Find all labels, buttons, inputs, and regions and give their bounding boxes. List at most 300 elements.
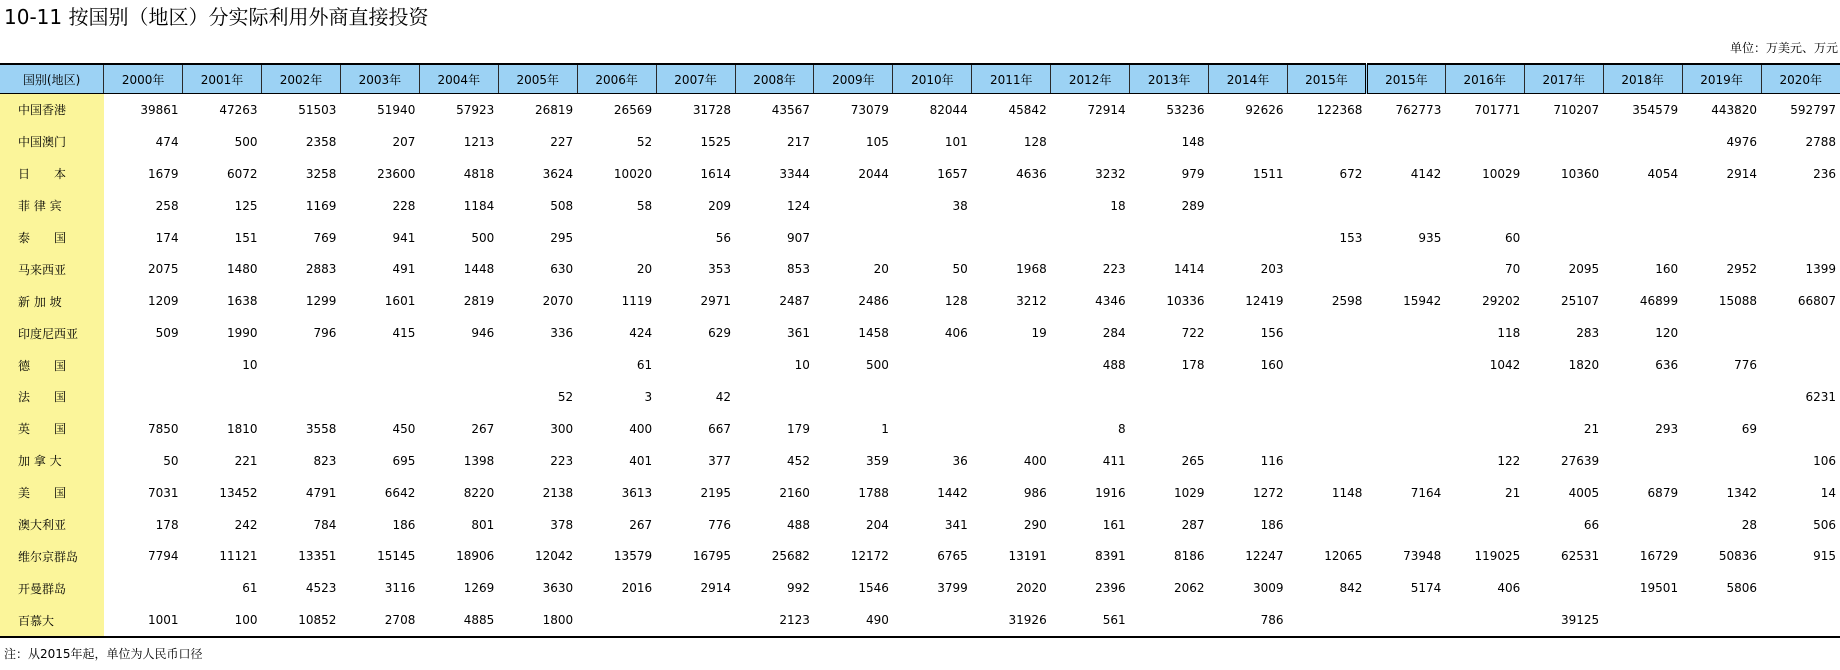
table-cell: 66807 <box>1797 294 1836 309</box>
table-cell <box>1761 190 1840 222</box>
table-row <box>0 604 1840 637</box>
column-header-year: 2002年 <box>262 64 341 94</box>
table-cell <box>814 381 893 413</box>
table-cell <box>1445 126 1524 158</box>
table-cell: 1916 <box>1095 485 1126 500</box>
table-cell: 336 <box>550 326 574 341</box>
table-cell: 72914 <box>1087 102 1126 117</box>
table-cell <box>1682 222 1761 254</box>
table-cell: 18 <box>1110 198 1126 213</box>
table-cell <box>262 381 341 413</box>
table-row <box>0 253 1840 285</box>
table-cell: 2016 <box>621 581 653 596</box>
table-cell <box>577 222 656 254</box>
table-cell: 452 <box>787 453 810 468</box>
table-cell <box>1445 190 1524 222</box>
column-header-year: 2012年 <box>1051 64 1130 94</box>
table-cell: 21 <box>1504 485 1521 500</box>
table-cell: 4636 <box>1016 166 1047 181</box>
table-cell: 636 <box>1655 358 1679 373</box>
table-cell: 148 <box>1181 134 1205 149</box>
column-header-year: 2008年 <box>735 64 814 94</box>
table-cell <box>1524 190 1603 222</box>
table-cell: 823 <box>313 453 337 468</box>
table-cell: 401 <box>629 453 653 468</box>
table-cell: 289 <box>1181 198 1205 213</box>
table-cell: 174 <box>155 230 179 245</box>
table-cell: 3232 <box>1095 166 1126 181</box>
table-cell: 283 <box>1576 326 1600 341</box>
table-cell: 500 <box>865 358 889 373</box>
table-cell: 3613 <box>621 485 653 500</box>
table-cell <box>262 349 341 381</box>
table-cell <box>972 190 1051 222</box>
table-cell <box>1051 381 1130 413</box>
table-cell: 151 <box>234 230 258 245</box>
table-cell: 51503 <box>298 102 337 117</box>
table-cell: 118 <box>1497 326 1521 341</box>
table-cell: 3344 <box>779 166 810 181</box>
table-cell <box>1524 222 1603 254</box>
table-cell: 128 <box>1023 134 1047 149</box>
table-cell <box>1682 190 1761 222</box>
table-cell: 1269 <box>463 581 495 596</box>
table-cell <box>1603 190 1682 222</box>
table-cell: 1414 <box>1174 262 1205 277</box>
table-cell: 50836 <box>1718 549 1758 564</box>
column-header-year: 2013年 <box>1130 64 1209 94</box>
table-cell <box>1603 222 1682 254</box>
table-cell: 488 <box>1102 358 1126 373</box>
table-cell: 2914 <box>1726 166 1758 181</box>
table-cell: 10 <box>242 358 258 373</box>
table-cell: 695 <box>392 453 416 468</box>
table-cell <box>1366 445 1445 477</box>
table-cell: 6765 <box>937 549 968 564</box>
table-cell: 124 <box>787 198 810 213</box>
table-cell <box>972 381 1051 413</box>
table-cell: 561 <box>1051 604 1130 637</box>
table-cell: 377 <box>708 453 732 468</box>
table-cell <box>340 349 419 381</box>
table-cell: 6231 <box>1805 389 1836 404</box>
table-cell: 722 <box>1181 326 1205 341</box>
table-cell: 4976 <box>1726 134 1758 149</box>
table-cell <box>1209 222 1288 254</box>
table-cell: 786 <box>1209 604 1288 637</box>
table-cell: 293 <box>1655 421 1679 436</box>
table-cell: 178 <box>155 517 179 532</box>
table-cell: 13191 <box>1008 549 1047 564</box>
table-cell: 14 <box>1820 485 1836 500</box>
table-cell <box>1445 381 1524 413</box>
table-cell <box>1366 509 1445 541</box>
table-cell: 769 <box>313 230 337 245</box>
table-cell <box>104 349 183 381</box>
table-cell <box>1366 190 1445 222</box>
table-row <box>0 126 1840 158</box>
row-label: 中国香港 <box>0 94 104 126</box>
table-cell: 31728 <box>692 102 732 117</box>
table-cell: 120 <box>1655 326 1679 341</box>
table-cell: 8220 <box>463 485 495 500</box>
table-row <box>0 190 1840 222</box>
table-cell: 509 <box>155 326 179 341</box>
table-cell: 128 <box>944 294 968 309</box>
table-cell: 1614 <box>700 166 732 181</box>
table-cell <box>1761 317 1840 349</box>
table-cell: 2914 <box>700 581 732 596</box>
table-cell: 4885 <box>419 604 498 637</box>
table-cell: 178 <box>1181 358 1205 373</box>
row-label: 百慕大 <box>0 604 104 637</box>
table-cell: 15088 <box>1718 294 1758 309</box>
table-cell: 29202 <box>1482 294 1521 309</box>
table-cell: 946 <box>471 326 495 341</box>
table-cell: 19 <box>1031 326 1047 341</box>
table-cell: 3116 <box>384 581 416 596</box>
table-cell: 223 <box>550 453 574 468</box>
table-cell: 6879 <box>1647 485 1679 500</box>
table-cell <box>1287 190 1366 222</box>
table-cell: 10852 <box>262 604 341 637</box>
table-cell <box>1366 604 1445 637</box>
table-cell: 161 <box>1102 517 1126 532</box>
table-row <box>0 413 1840 445</box>
table-row <box>0 540 1840 572</box>
table-cell: 1968 <box>1016 262 1047 277</box>
table-cell: 228 <box>392 198 416 213</box>
table-cell: 27639 <box>1560 453 1600 468</box>
table-cell: 506 <box>1813 517 1836 532</box>
table-cell <box>1209 126 1288 158</box>
table-cell <box>1287 381 1366 413</box>
table-cell: 179 <box>787 421 810 436</box>
unit-label: 单位：万美元、万元 <box>1729 41 1838 55</box>
table-cell: 1638 <box>226 294 258 309</box>
table-cell: 1800 <box>498 604 577 637</box>
table-cell: 629 <box>708 326 732 341</box>
table-cell: 46899 <box>1639 294 1679 309</box>
table-cell <box>1445 604 1524 637</box>
table-cell: 50 <box>163 453 179 468</box>
table-cell: 153 <box>1339 230 1363 245</box>
table-cell: 203 <box>1260 262 1284 277</box>
table-cell: 28 <box>1741 517 1758 532</box>
table-cell: 406 <box>1497 581 1521 596</box>
table-cell: 3630 <box>542 581 574 596</box>
table-cell: 2883 <box>305 262 337 277</box>
table-cell: 2952 <box>1726 262 1758 277</box>
table-cell <box>1366 126 1445 158</box>
table-cell: 101 <box>944 134 968 149</box>
table-cell: 3 <box>644 389 653 404</box>
table-cell: 73948 <box>1403 549 1442 564</box>
table-cell: 4818 <box>463 166 495 181</box>
table-cell: 979 <box>1181 166 1205 181</box>
table-cell: 66 <box>1583 517 1600 532</box>
table-cell <box>656 349 735 381</box>
column-header-year: 2000年 <box>104 64 183 94</box>
table-cell: 160 <box>1655 262 1679 277</box>
table-cell: 2044 <box>858 166 889 181</box>
table-cell: 61 <box>636 358 653 373</box>
table-cell: 3799 <box>937 581 968 596</box>
row-label: 马来西亚 <box>0 253 104 285</box>
table-cell <box>1366 317 1445 349</box>
table-cell: 842 <box>1339 581 1363 596</box>
table-cell: 106 <box>1813 453 1836 468</box>
table-cell <box>1130 222 1209 254</box>
table-cell <box>1287 349 1366 381</box>
table-cell: 2070 <box>542 294 574 309</box>
table-cell <box>1051 222 1130 254</box>
table-cell <box>498 349 577 381</box>
row-label: 加 拿 大 <box>0 445 104 477</box>
table-cell: 361 <box>787 326 810 341</box>
table-cell <box>1209 381 1288 413</box>
column-header-year: 2005年 <box>498 64 577 94</box>
table-cell: 221 <box>234 453 258 468</box>
table-cell: 42 <box>715 389 732 404</box>
table-row <box>0 572 1840 604</box>
table-cell: 15942 <box>1403 294 1442 309</box>
table-cell: 801 <box>471 517 495 532</box>
table-cell: 11121 <box>219 549 258 564</box>
table-cell: 265 <box>1181 453 1205 468</box>
table-cell: 672 <box>1339 166 1363 181</box>
table-cell: 61 <box>242 581 258 596</box>
table-cell <box>1682 445 1761 477</box>
column-header-year: 2018年 <box>1603 64 1682 94</box>
table-cell: 25682 <box>771 549 810 564</box>
table-cell: 1399 <box>1805 262 1836 277</box>
table-cell: 500 <box>471 230 495 245</box>
table-cell: 267 <box>629 517 653 532</box>
table-row <box>0 285 1840 317</box>
table-cell: 4791 <box>305 485 337 500</box>
table-cell: 56 <box>715 230 732 245</box>
table-cell: 354579 <box>1632 102 1679 117</box>
table-cell: 43567 <box>771 102 810 117</box>
table-cell: 2598 <box>1331 294 1363 309</box>
table-cell: 186 <box>392 517 416 532</box>
table-cell <box>1287 509 1366 541</box>
table-cell: 8391 <box>1095 549 1126 564</box>
table-cell: 50 <box>952 262 968 277</box>
table-cell: 7794 <box>148 549 179 564</box>
row-label: 德 国 <box>0 349 104 381</box>
table-cell <box>972 222 1051 254</box>
table-cell: 39861 <box>140 102 179 117</box>
table-cell: 1029 <box>1174 485 1205 500</box>
table-cell <box>1761 349 1840 381</box>
table-cell: 10020 <box>613 166 653 181</box>
table-cell: 411 <box>1102 453 1126 468</box>
table-cell: 491 <box>392 262 416 277</box>
table-cell <box>1761 604 1840 637</box>
table-cell: 1448 <box>463 262 495 277</box>
table-cell: 1001 <box>104 604 183 637</box>
table-cell: 156 <box>1260 326 1284 341</box>
table-cell: 2358 <box>305 134 337 149</box>
column-header-year: 2010年 <box>893 64 972 94</box>
table-cell: 474 <box>155 134 179 149</box>
table-cell: 73079 <box>850 102 889 117</box>
table-cell: 300 <box>550 421 574 436</box>
table-cell: 57923 <box>456 102 495 117</box>
table-cell: 2971 <box>700 294 732 309</box>
table-cell: 378 <box>550 517 574 532</box>
table-cell <box>1682 604 1761 637</box>
column-header-year: 2009年 <box>814 64 893 94</box>
table-cell: 125 <box>234 198 258 213</box>
table-cell: 1272 <box>1252 485 1284 500</box>
table-cell: 992 <box>787 581 810 596</box>
table-cell: 1 <box>881 421 889 436</box>
table-cell <box>814 222 893 254</box>
table-cell: 508 <box>550 198 574 213</box>
table-cell: 6072 <box>226 166 258 181</box>
column-header-year: 2001年 <box>183 64 262 94</box>
table-cell: 45842 <box>1008 102 1047 117</box>
table-cell: 6642 <box>384 485 416 500</box>
table-cell: 12065 <box>1324 549 1363 564</box>
table-cell: 290 <box>1023 517 1047 532</box>
table-cell: 2396 <box>1095 581 1126 596</box>
table-cell: 630 <box>550 262 574 277</box>
table-cell: 2160 <box>779 485 810 500</box>
table-cell: 204 <box>865 517 889 532</box>
table-cell <box>1287 445 1366 477</box>
table-cell: 1601 <box>384 294 416 309</box>
table-cell: 122 <box>1497 453 1521 468</box>
table-cell: 353 <box>708 262 732 277</box>
table-cell: 284 <box>1102 326 1126 341</box>
table-cell: 1184 <box>463 198 495 213</box>
table-cell: 13452 <box>219 485 258 500</box>
table-cell: 4346 <box>1095 294 1126 309</box>
table-cell <box>577 604 656 637</box>
table-cell: 60 <box>1504 230 1521 245</box>
table-row <box>0 349 1840 381</box>
table-cell: 16729 <box>1639 549 1679 564</box>
table-cell: 4523 <box>305 581 337 596</box>
table-cell: 3624 <box>542 166 574 181</box>
table-cell <box>1051 126 1130 158</box>
table-cell: 853 <box>787 262 810 277</box>
table-cell: 1299 <box>305 294 337 309</box>
table-cell: 13579 <box>613 549 653 564</box>
table-cell: 160 <box>1260 358 1284 373</box>
table-cell: 7850 <box>148 421 179 436</box>
table-cell: 710207 <box>1553 102 1600 117</box>
table-cell <box>893 349 972 381</box>
table-cell: 424 <box>629 326 653 341</box>
table-cell: 8186 <box>1174 549 1205 564</box>
column-header-year: 2017年 <box>1524 64 1603 94</box>
table-cell <box>814 190 893 222</box>
table-cell <box>104 572 183 604</box>
table-cell <box>1524 126 1603 158</box>
footnote: 注：从2015年起，单位为人民币口径 <box>4 647 203 661</box>
table-cell: 92626 <box>1245 102 1284 117</box>
table-cell: 443820 <box>1711 102 1758 117</box>
table-cell <box>1761 413 1840 445</box>
table-cell: 13351 <box>298 549 337 564</box>
row-label: 中国澳门 <box>0 126 104 158</box>
table-cell: 1342 <box>1726 485 1758 500</box>
table-cell: 1169 <box>305 198 337 213</box>
table-cell: 23600 <box>377 166 416 181</box>
table-row <box>0 222 1840 254</box>
table-cell: 1458 <box>858 326 889 341</box>
table-cell <box>1603 604 1682 637</box>
table-cell: 207 <box>392 134 416 149</box>
table-cell: 25107 <box>1560 294 1600 309</box>
table-cell <box>1287 413 1366 445</box>
table-cell <box>1209 190 1288 222</box>
table-cell: 242 <box>234 517 258 532</box>
table-cell: 21 <box>1583 421 1600 436</box>
table-cell: 295 <box>550 230 574 245</box>
table-cell <box>1366 381 1445 413</box>
row-label: 法 国 <box>0 381 104 413</box>
column-header-year: 2019年 <box>1682 64 1761 94</box>
table-cell: 1820 <box>1568 358 1600 373</box>
table-cell: 4142 <box>1410 166 1442 181</box>
table-cell <box>1761 572 1840 604</box>
table-cell: 406 <box>944 326 968 341</box>
table-cell: 8 <box>1118 421 1126 436</box>
table-cell <box>1603 126 1682 158</box>
table-cell <box>1287 126 1366 158</box>
table-cell <box>1524 381 1603 413</box>
table-cell: 1480 <box>226 262 258 277</box>
table-cell <box>735 381 814 413</box>
table-cell: 69 <box>1741 421 1758 436</box>
table-cell: 1511 <box>1252 166 1284 181</box>
table-cell: 776 <box>708 517 732 532</box>
table-row <box>0 477 1840 509</box>
table-cell: 2788 <box>1805 134 1836 149</box>
table-cell: 10029 <box>1482 166 1521 181</box>
table-cell: 1398 <box>463 453 495 468</box>
table-cell: 784 <box>313 517 337 532</box>
row-label: 新 加 坡 <box>0 285 104 317</box>
table-cell: 986 <box>1023 485 1047 500</box>
table-cell: 3558 <box>305 421 337 436</box>
table-cell: 36 <box>952 453 968 468</box>
table-cell: 4005 <box>1568 485 1600 500</box>
table-cell <box>1603 445 1682 477</box>
table-cell <box>419 381 498 413</box>
table-cell: 2138 <box>542 485 574 500</box>
table-cell: 941 <box>392 230 416 245</box>
table-cell: 20 <box>636 262 653 277</box>
row-label: 澳大利亚 <box>0 509 104 541</box>
table-cell: 1679 <box>148 166 179 181</box>
table-cell: 450 <box>392 421 416 436</box>
table-cell: 907 <box>787 230 810 245</box>
table-cell <box>1130 604 1209 637</box>
column-header-year: 2015年 <box>1287 64 1366 94</box>
column-header-year: 2006年 <box>577 64 656 94</box>
row-label: 英 国 <box>0 413 104 445</box>
table-cell: 236 <box>1813 166 1836 181</box>
table-cell: 2486 <box>858 294 889 309</box>
table-cell: 62531 <box>1560 549 1600 564</box>
